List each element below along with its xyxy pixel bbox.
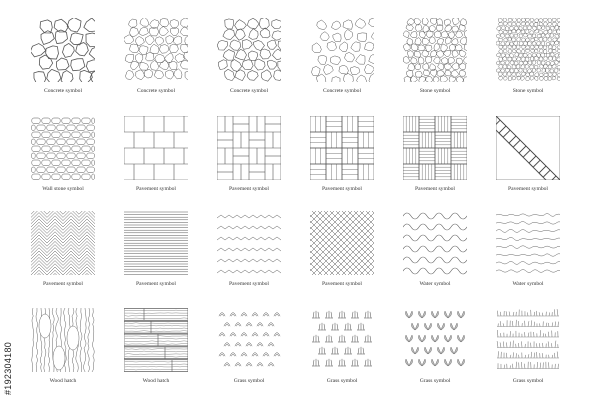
pavement-weave-swatch	[217, 116, 281, 180]
water-waves-swatch	[403, 211, 467, 275]
symbol-tile	[116, 116, 196, 192]
symbol-caption: Stone symbol	[419, 88, 451, 94]
symbol-tile	[209, 308, 289, 384]
symbol-caption: Grass symbol	[326, 378, 358, 384]
cells-round-swatch	[217, 18, 281, 82]
symbol-caption: Wood hatch	[142, 378, 170, 384]
symbol-caption: Concrete symbol	[136, 88, 176, 94]
stock-id-label: #192304180	[3, 341, 13, 395]
pavement-basket-fine-swatch	[403, 116, 467, 180]
wood-planks-swatch	[124, 308, 188, 372]
symbol-tile	[395, 308, 475, 384]
symbol-caption: Water symbol	[419, 281, 451, 287]
horizontal-lines-swatch	[124, 211, 188, 275]
grass-spikes-swatch	[310, 308, 374, 372]
zigzag-swatch	[31, 211, 95, 275]
symbol-caption: Grass symbol	[233, 378, 265, 384]
cells-medium-swatch	[124, 18, 188, 82]
symbol-caption: Wood hatch	[49, 378, 77, 384]
symbol-caption: Concrete symbol	[43, 88, 83, 94]
symbol-tile	[116, 211, 196, 287]
symbol-caption: Wall stone symbol	[42, 186, 84, 192]
symbol-caption: Grass symbol	[419, 378, 451, 384]
symbol-caption: Pavement symbol	[136, 281, 176, 287]
water-ripples-swatch	[496, 211, 560, 275]
symbol-tile	[302, 18, 382, 94]
symbol-caption: Pavement symbol	[229, 281, 269, 287]
symbol-tile	[395, 211, 475, 287]
wall-stone-swatch	[31, 116, 95, 180]
symbol-tile	[395, 18, 475, 94]
symbol-tile	[302, 308, 382, 384]
symbol-caption: Pavement symbol	[322, 281, 362, 287]
grass-sprouts-swatch	[403, 308, 467, 372]
symbol-tile	[488, 18, 568, 94]
wood-grain-swatch	[31, 308, 95, 372]
cells-sparse-swatch	[310, 18, 374, 82]
symbol-tile	[116, 308, 196, 384]
cells-tiny-swatch	[496, 18, 560, 82]
symbol-tile	[23, 18, 103, 94]
symbol-caption: Pavement symbol	[229, 186, 269, 192]
symbol-caption: Concrete symbol	[322, 88, 362, 94]
pavement-herringbone-swatch	[496, 116, 560, 180]
cells-small-swatch	[403, 18, 467, 82]
symbol-caption: Pavement symbol	[43, 281, 83, 287]
symbol-tile	[488, 308, 568, 384]
symbol-caption: Pavement symbol	[136, 186, 176, 192]
pavement-basket-swatch	[310, 116, 374, 180]
symbol-caption: Concrete symbol	[229, 88, 269, 94]
symbol-tile	[23, 211, 103, 287]
symbol-caption: Stone symbol	[512, 88, 544, 94]
symbol-tile	[116, 18, 196, 94]
symbol-tile	[395, 116, 475, 192]
symbol-tile	[488, 116, 568, 192]
chevron-rows-swatch	[217, 211, 281, 275]
symbol-tile	[302, 116, 382, 192]
symbol-caption: Pavement symbol	[415, 186, 455, 192]
symbol-caption: Pavement symbol	[508, 186, 548, 192]
pavement-brick-swatch	[124, 116, 188, 180]
symbol-tile	[23, 308, 103, 384]
symbol-tile	[488, 211, 568, 287]
symbol-tile	[23, 116, 103, 192]
cells-large-swatch	[31, 18, 95, 82]
crosshatch-swatch	[310, 211, 374, 275]
symbol-caption: Grass symbol	[512, 378, 544, 384]
symbol-tile	[209, 18, 289, 94]
symbol-tile	[209, 116, 289, 192]
symbol-tile	[302, 211, 382, 287]
symbol-caption: Water symbol	[512, 281, 544, 287]
grass-blades-swatch	[496, 308, 560, 372]
symbol-tile	[209, 211, 289, 287]
symbol-caption: Pavement symbol	[322, 186, 362, 192]
grass-tufts-swatch	[217, 308, 281, 372]
